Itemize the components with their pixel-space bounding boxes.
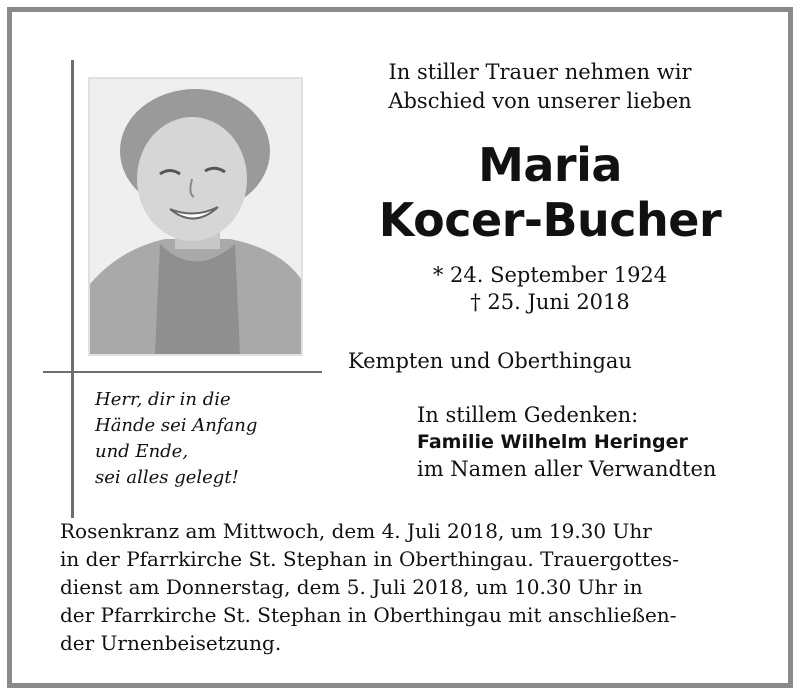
service-details [60,517,750,657]
mourners-heading: In stillem Gedenken: [417,403,639,427]
death-date: † 25. Juni 2018 [470,290,630,314]
verse-line: und Ende, [95,441,189,462]
service-line: in der Pfarrkirche St. Stephan in Oberthingau. Trauergottes- [60,547,679,571]
intro-text [330,58,750,116]
life-dates [330,262,770,316]
deceased-first-name: Maria [478,138,622,192]
verse-line: Herr, dir in die [95,389,231,410]
service-line: der Urnenbeisetzung. [60,631,282,655]
service-line: der Pfarrkirche St. Stephan in Oberthingau mit anschließen- [60,603,677,627]
mourners-block [417,402,716,483]
place-text: Kempten und Oberthingau [348,349,632,373]
service-line: dienst am Donnerstag, dem 5. Juli 2018, um 10.30 Uhr in [60,575,643,599]
mourners-family: Familie Wilhelm Heringer [417,431,688,453]
verse-line: Hände sei Anfang [95,415,258,436]
deceased-name [330,138,770,248]
intro-line-1: In stiller Trauer nehmen wir [388,60,692,84]
portrait-illustration [90,79,301,354]
portrait-photo [88,77,303,356]
birth-date: * 24. September 1924 [432,263,668,287]
bible-verse [95,387,257,491]
intro-line-2: Abschied von unserer lieben [388,89,692,113]
deceased-last-name: Kocer-Bucher [378,193,722,247]
mourners-relatives: im Namen aller Verwandten [417,457,717,481]
verse-line: sei alles gelegt! [95,467,239,488]
service-line: Rosenkranz am Mittwoch, dem 4. Juli 2018, um 19.30 Uhr [60,519,652,543]
cross-vertical-bar [71,60,74,518]
cross-horizontal-bar [43,371,322,373]
